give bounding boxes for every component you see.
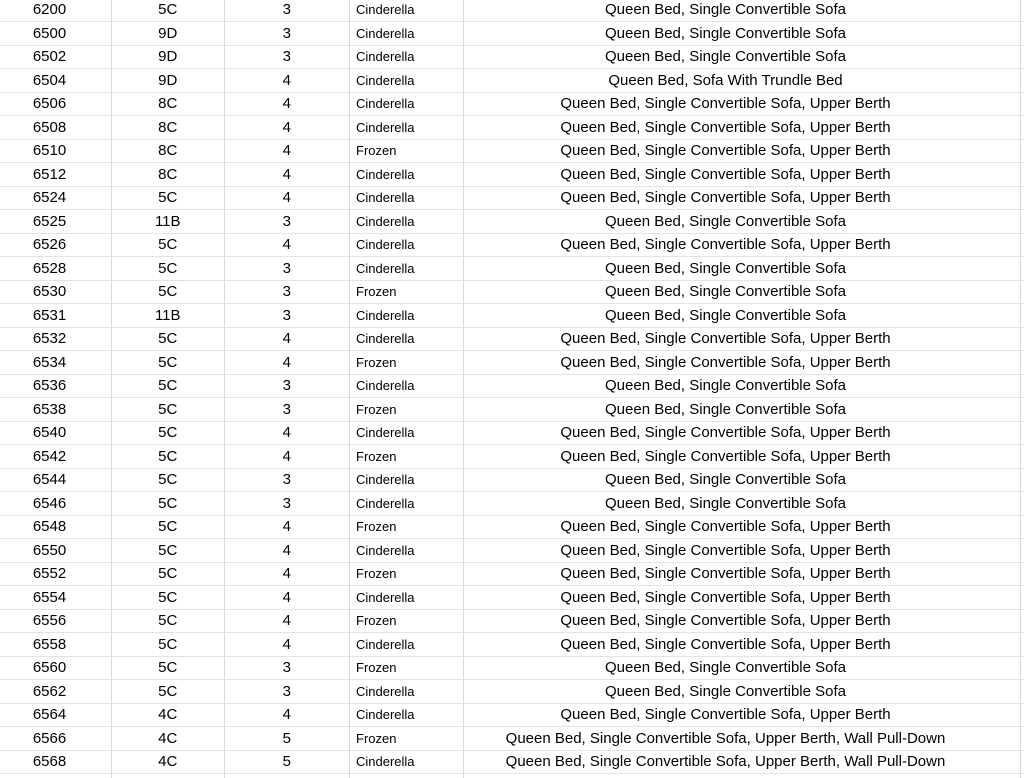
cell-bed-configuration[interactable]: Queen Bed, Single Convertible Sofa, Upper Berth: [464, 234, 1021, 257]
cell-category-code[interactable]: 4C: [112, 727, 225, 750]
cell-stateroom-number[interactable]: 6566: [0, 727, 112, 750]
cell-category-code[interactable]: 11B: [112, 210, 225, 233]
cell-category-code[interactable]: 5C: [112, 633, 225, 656]
table-row: [0, 163, 1024, 187]
cell-sleeps[interactable]: 4: [225, 93, 351, 116]
cell-stateroom-number[interactable]: 6502: [0, 46, 112, 69]
cell-sleeps[interactable]: 4: [225, 610, 351, 633]
cell-bed-configuration[interactable]: Queen Bed, Single Convertible Sofa, Upper Berth: [464, 516, 1021, 539]
cell-bed-configuration[interactable]: Queen Bed, Single Convertible Sofa: [464, 469, 1021, 492]
cell-stateroom-number[interactable]: 6536: [0, 375, 112, 398]
cell-bed-configuration[interactable]: Queen Bed, Single Convertible Sofa, Upper Berth: [464, 187, 1021, 210]
cell-category-code[interactable]: 5C: [112, 187, 225, 210]
table-row: [0, 46, 1024, 70]
cell-theme[interactable]: Cinderella: [350, 22, 464, 45]
table-row: [0, 22, 1024, 46]
cell-category-code[interactable]: 5C: [112, 422, 225, 445]
table-row: [0, 586, 1024, 610]
cell-stateroom-number: [0, 774, 112, 778]
cell-category-code[interactable]: 5C: [112, 516, 225, 539]
cell-bed-configuration[interactable]: Queen Bed, Single Convertible Sofa: [464, 46, 1021, 69]
cell-bed-configuration[interactable]: Queen Bed, Single Convertible Sofa, Upper Berth, Wall Pull-Down: [464, 751, 1021, 774]
table-row: [0, 539, 1024, 563]
table-row: [0, 516, 1024, 540]
cell-theme[interactable]: Cinderella: [350, 539, 464, 562]
cell-bed-configuration[interactable]: Queen Bed, Single Convertible Sofa: [464, 281, 1021, 304]
cell-bed-configuration[interactable]: Queen Bed, Single Convertible Sofa, Upper Berth: [464, 445, 1021, 468]
table-row: [0, 375, 1024, 399]
cell-theme[interactable]: Frozen: [350, 351, 464, 374]
cell-category-code[interactable]: 5C: [112, 257, 225, 280]
cell-category-code[interactable]: 8C: [112, 140, 225, 163]
cell-sleeps[interactable]: 3: [225, 398, 351, 421]
cell-theme[interactable]: Frozen: [350, 398, 464, 421]
cell-bed-configuration[interactable]: Queen Bed, Single Convertible Sofa: [464, 0, 1021, 21]
cell-bed-configuration[interactable]: Queen Bed, Single Convertible Sofa, Upper Berth: [464, 586, 1021, 609]
cell-category-code[interactable]: 5C: [112, 469, 225, 492]
cell-bed-configuration[interactable]: Queen Bed, Single Convertible Sofa: [464, 210, 1021, 233]
cell-theme[interactable]: Frozen: [350, 140, 464, 163]
cell-theme[interactable]: Cinderella: [350, 704, 464, 727]
cell-stateroom-number[interactable]: 6538: [0, 398, 112, 421]
cell-sleeps[interactable]: 3: [225, 210, 351, 233]
cell-category-code[interactable]: 4C: [112, 704, 225, 727]
table-row: [0, 234, 1024, 258]
table-row: [0, 116, 1024, 140]
table-row: [0, 257, 1024, 281]
cell-theme[interactable]: Cinderella: [350, 680, 464, 703]
cell-stateroom-number[interactable]: 6524: [0, 187, 112, 210]
cell-sleeps[interactable]: 4: [225, 116, 351, 139]
cell-stateroom-number[interactable]: 6540: [0, 422, 112, 445]
cell-theme[interactable]: Cinderella: [350, 46, 464, 69]
cell-sleeps[interactable]: 4: [225, 351, 351, 374]
cell-sleeps[interactable]: 4: [225, 539, 351, 562]
cell-stateroom-number[interactable]: 6552: [0, 563, 112, 586]
cell-category-code[interactable]: 5C: [112, 375, 225, 398]
cell-theme[interactable]: Cinderella: [350, 492, 464, 515]
cell-sleeps[interactable]: 3: [225, 492, 351, 515]
cell-sleeps[interactable]: 4: [225, 586, 351, 609]
cell-theme[interactable]: Cinderella: [350, 304, 464, 327]
cell-stateroom-number[interactable]: 6504: [0, 69, 112, 92]
table-row: [0, 140, 1024, 164]
cell-bed-configuration[interactable]: Queen Bed, Single Convertible Sofa, Upper Berth: [464, 93, 1021, 116]
cell-theme[interactable]: Cinderella: [350, 187, 464, 210]
cell-bed-configuration[interactable]: Queen Bed, Single Convertible Sofa, Upper Berth: [464, 351, 1021, 374]
cell-theme[interactable]: Frozen: [350, 727, 464, 750]
table-row: [0, 492, 1024, 516]
cell-bed-configuration[interactable]: Queen Bed, Single Convertible Sofa, Upper Berth: [464, 422, 1021, 445]
cell-category-code[interactable]: 9D: [112, 22, 225, 45]
cell-category-code[interactable]: 5C: [112, 398, 225, 421]
table-row: [0, 751, 1024, 775]
cell-stateroom-number[interactable]: 6530: [0, 281, 112, 304]
cell-category-code[interactable]: 8C: [112, 93, 225, 116]
cell-sleeps[interactable]: 4: [225, 422, 351, 445]
table-row: [0, 304, 1024, 328]
table-row: [0, 657, 1024, 681]
cell-stateroom-number[interactable]: 6550: [0, 539, 112, 562]
cell-category-code: [112, 774, 225, 778]
cell-sleeps: [225, 774, 351, 778]
cell-sleeps[interactable]: 4: [225, 69, 351, 92]
cell-category-code[interactable]: 5C: [112, 539, 225, 562]
cell-bed-configuration[interactable]: Queen Bed, Single Convertible Sofa, Upper Berth: [464, 116, 1021, 139]
cell-stateroom-number[interactable]: 6544: [0, 469, 112, 492]
cell-category-code[interactable]: 5C: [112, 328, 225, 351]
table-row: [0, 445, 1024, 469]
table-row: [0, 727, 1024, 751]
cell-theme[interactable]: Cinderella: [350, 586, 464, 609]
cell-sleeps[interactable]: 3: [225, 281, 351, 304]
cell-bed-configuration[interactable]: Queen Bed, Single Convertible Sofa: [464, 375, 1021, 398]
table-row: [0, 281, 1024, 305]
cell-category-code[interactable]: 5C: [112, 563, 225, 586]
cell-bed-configuration[interactable]: Queen Bed, Single Convertible Sofa, Upper Berth: [464, 328, 1021, 351]
cell-bed-configuration[interactable]: Queen Bed, Single Convertible Sofa: [464, 257, 1021, 280]
table-row: [0, 680, 1024, 704]
cell-sleeps[interactable]: 3: [225, 22, 351, 45]
cell-stateroom-number[interactable]: 6531: [0, 304, 112, 327]
table-row: [0, 93, 1024, 117]
cell-sleeps[interactable]: 3: [225, 375, 351, 398]
cell-sleeps[interactable]: 3: [225, 304, 351, 327]
cell-sleeps[interactable]: 3: [225, 680, 351, 703]
cell-category-code[interactable]: 4C: [112, 751, 225, 774]
cell-sleeps[interactable]: 3: [225, 257, 351, 280]
cell-theme[interactable]: Cinderella: [350, 93, 464, 116]
cell-sleeps[interactable]: 5: [225, 751, 351, 774]
cell-stateroom-number[interactable]: 6542: [0, 445, 112, 468]
cell-theme[interactable]: Cinderella: [350, 328, 464, 351]
cell-bed-configuration[interactable]: Queen Bed, Single Convertible Sofa, Upper Berth: [464, 563, 1021, 586]
cell-category-code[interactable]: 8C: [112, 163, 225, 186]
cell-category-code[interactable]: 5C: [112, 445, 225, 468]
table-row: [0, 704, 1024, 728]
cell-sleeps[interactable]: 4: [225, 140, 351, 163]
cell-bed-configuration[interactable]: Queen Bed, Single Convertible Sofa: [464, 22, 1021, 45]
table-row: [0, 210, 1024, 234]
table-row: [0, 610, 1024, 634]
cell-category-code[interactable]: 11B: [112, 304, 225, 327]
table-row-empty: [0, 774, 1024, 778]
cell-sleeps[interactable]: 4: [225, 234, 351, 257]
cell-stateroom-number[interactable]: 6500: [0, 22, 112, 45]
cell-category-code[interactable]: 5C: [112, 657, 225, 680]
cell-stateroom-number[interactable]: 6534: [0, 351, 112, 374]
cell-category-code[interactable]: 5C: [112, 281, 225, 304]
cell-bed-configuration[interactable]: Queen Bed, Single Convertible Sofa, Upper Berth: [464, 633, 1021, 656]
table-row: [0, 187, 1024, 211]
cell-sleeps[interactable]: 3: [225, 0, 351, 21]
cell-stateroom-number[interactable]: 6508: [0, 116, 112, 139]
cell-sleeps[interactable]: 4: [225, 187, 351, 210]
cell-stateroom-number[interactable]: 6568: [0, 751, 112, 774]
cell-sleeps[interactable]: 4: [225, 704, 351, 727]
cell-stateroom-number[interactable]: 6510: [0, 140, 112, 163]
cell-bed-configuration[interactable]: Queen Bed, Single Convertible Sofa, Upper Berth: [464, 704, 1021, 727]
cell-sleeps[interactable]: 3: [225, 657, 351, 680]
cell-stateroom-number[interactable]: 6528: [0, 257, 112, 280]
cell-category-code[interactable]: 5C: [112, 492, 225, 515]
cell-theme[interactable]: Cinderella: [350, 0, 464, 21]
cell-sleeps[interactable]: 4: [225, 516, 351, 539]
cell-sleeps[interactable]: 4: [225, 163, 351, 186]
cell-bed-configuration[interactable]: Queen Bed, Single Convertible Sofa, Upper Berth: [464, 610, 1021, 633]
cell-bed-configuration[interactable]: Queen Bed, Single Convertible Sofa, Upper Berth: [464, 140, 1021, 163]
cell-theme[interactable]: Frozen: [350, 516, 464, 539]
cell-bed-configuration[interactable]: Queen Bed, Single Convertible Sofa: [464, 492, 1021, 515]
cell-theme[interactable]: Frozen: [350, 563, 464, 586]
cell-stateroom-number[interactable]: 6562: [0, 680, 112, 703]
cell-bed-configuration[interactable]: Queen Bed, Single Convertible Sofa, Upper Berth: [464, 539, 1021, 562]
table-row: [0, 398, 1024, 422]
cell-sleeps[interactable]: 4: [225, 445, 351, 468]
cell-theme[interactable]: Cinderella: [350, 422, 464, 445]
cell-category-code[interactable]: 8C: [112, 116, 225, 139]
cell-bed-configuration[interactable]: Queen Bed, Single Convertible Sofa: [464, 398, 1021, 421]
cell-category-code[interactable]: 9D: [112, 46, 225, 69]
cell-bed-configuration[interactable]: Queen Bed, Single Convertible Sofa: [464, 680, 1021, 703]
cell-theme[interactable]: Frozen: [350, 610, 464, 633]
cell-theme[interactable]: Cinderella: [350, 257, 464, 280]
cell-stateroom-number[interactable]: 6556: [0, 610, 112, 633]
cell-stateroom-number[interactable]: 6548: [0, 516, 112, 539]
cell-category-code[interactable]: 5C: [112, 680, 225, 703]
table-row: [0, 351, 1024, 375]
table-row: [0, 563, 1024, 587]
cell-stateroom-number[interactable]: 6554: [0, 586, 112, 609]
cell-stateroom-number[interactable]: 6546: [0, 492, 112, 515]
table-row: [0, 469, 1024, 493]
cell-stateroom-number[interactable]: 6558: [0, 633, 112, 656]
table-row: [0, 0, 1024, 22]
cell-category-code[interactable]: 5C: [112, 610, 225, 633]
cell-stateroom-number[interactable]: 6564: [0, 704, 112, 727]
cell-theme[interactable]: Frozen: [350, 281, 464, 304]
cell-category-code[interactable]: 5C: [112, 351, 225, 374]
cell-bed-configuration[interactable]: Queen Bed, Single Convertible Sofa: [464, 657, 1021, 680]
cell-sleeps[interactable]: 4: [225, 328, 351, 351]
cell-category-code[interactable]: 5C: [112, 586, 225, 609]
table-row: [0, 422, 1024, 446]
cell-theme[interactable]: Cinderella: [350, 163, 464, 186]
cell-stateroom-number[interactable]: 6200: [0, 0, 112, 21]
cell-stateroom-number[interactable]: 6532: [0, 328, 112, 351]
cell-theme[interactable]: Cinderella: [350, 751, 464, 774]
cell-theme[interactable]: Cinderella: [350, 69, 464, 92]
cell-theme[interactable]: Frozen: [350, 445, 464, 468]
cell-bed-configuration: [464, 774, 1021, 778]
table-row: [0, 69, 1024, 93]
cell-sleeps[interactable]: 4: [225, 563, 351, 586]
cell-sleeps[interactable]: 4: [225, 633, 351, 656]
cell-bed-configuration[interactable]: Queen Bed, Single Convertible Sofa, Upper Berth: [464, 163, 1021, 186]
cell-stateroom-number[interactable]: 6525: [0, 210, 112, 233]
cell-theme: [350, 774, 464, 778]
cell-category-code[interactable]: 5C: [112, 234, 225, 257]
cell-sleeps[interactable]: 5: [225, 727, 351, 750]
cell-sleeps[interactable]: 3: [225, 46, 351, 69]
cell-sleeps[interactable]: 3: [225, 469, 351, 492]
cell-theme[interactable]: Cinderella: [350, 234, 464, 257]
table-row: [0, 328, 1024, 352]
cell-stateroom-number[interactable]: 6506: [0, 93, 112, 116]
cell-bed-configuration[interactable]: Queen Bed, Sofa With Trundle Bed: [464, 69, 1021, 92]
cell-theme[interactable]: Frozen: [350, 657, 464, 680]
cell-bed-configuration[interactable]: Queen Bed, Single Convertible Sofa, Upper Berth, Wall Pull-Down: [464, 727, 1021, 750]
cell-category-code[interactable]: 9D: [112, 69, 225, 92]
cell-category-code[interactable]: 5C: [112, 0, 225, 21]
table-row: [0, 633, 1024, 657]
cell-stateroom-number[interactable]: 6512: [0, 163, 112, 186]
cell-stateroom-number[interactable]: 6560: [0, 657, 112, 680]
cell-theme[interactable]: Cinderella: [350, 116, 464, 139]
cell-theme[interactable]: Cinderella: [350, 375, 464, 398]
cell-bed-configuration[interactable]: Queen Bed, Single Convertible Sofa: [464, 304, 1021, 327]
cell-theme[interactable]: Cinderella: [350, 633, 464, 656]
cell-stateroom-number[interactable]: 6526: [0, 234, 112, 257]
cell-theme[interactable]: Cinderella: [350, 469, 464, 492]
cell-theme[interactable]: Cinderella: [350, 210, 464, 233]
